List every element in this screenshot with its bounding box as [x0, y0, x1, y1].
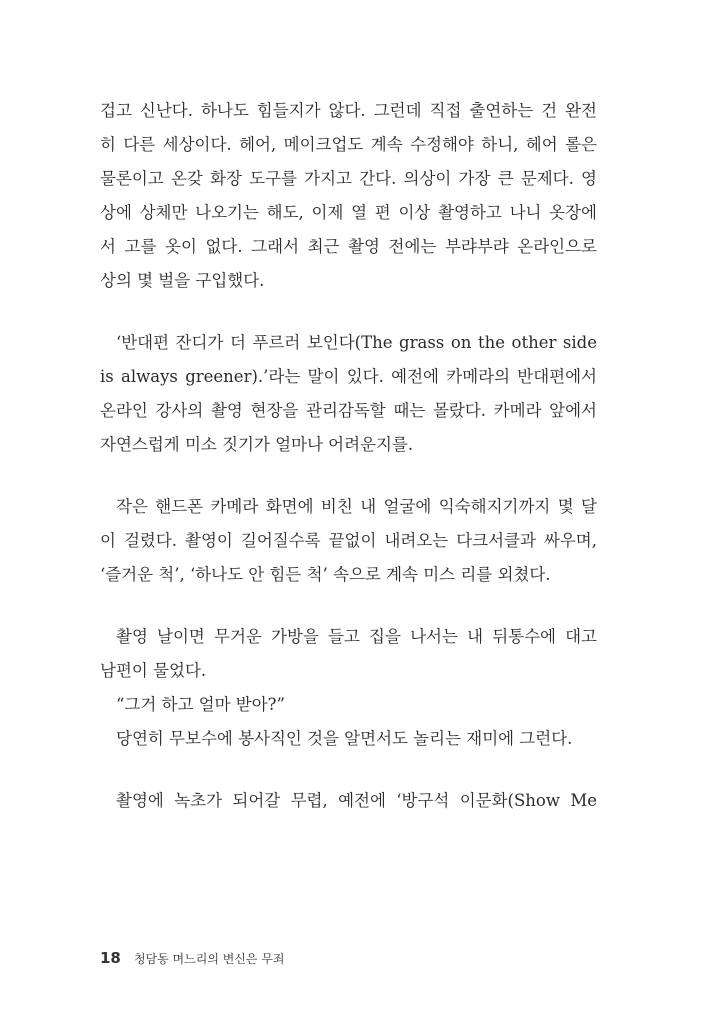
dialogue-line: “그거 하고 얼마 받아?”: [116, 695, 285, 714]
text-line: 촬영 날이면 무거운 가방을 들고 집을 나서는 내 뒤통수에 대고: [116, 627, 597, 646]
text-line: 히 다른 세상이다. 헤어, 메이크업도 계속 수정해야 하니, 헤어 롤은: [100, 135, 597, 154]
paragraph: [100, 94, 597, 298]
paragraph-gap: [100, 592, 597, 620]
paragraph: [100, 490, 597, 592]
paragraph-gap: [100, 298, 597, 326]
text-line: 작은 핸드폰 카메라 화면에 비친 내 얼굴에 익숙해지기까지 몇 달: [116, 497, 597, 516]
text-line: is always greener).’라는 말이 있다. 예전에 카메라의 반대편에서: [100, 367, 597, 386]
text-line: ‘반대편 잔디가 더 푸르러 보인다(The grass on the other side: [116, 333, 597, 352]
text-line: 당연히 무보수에 봉사직인 것을 알면서도 놀리는 재미에 그런다.: [116, 729, 573, 748]
text-line: 자연스럽게 미소 짓기가 얼마나 어려운지를.: [100, 435, 414, 454]
text-line: 서 고를 옷이 없다. 그래서 최근 촬영 전에는 부랴부랴 온라인으로: [100, 237, 597, 256]
text-line: 물론이고 온갖 화장 도구를 가지고 간다. 의상이 가장 큰 문제다. 영: [100, 169, 597, 188]
text-line: 이 걸렸다. 촬영이 길어질수록 끝없이 내려오는 다크서클과 싸우며,: [100, 531, 597, 550]
paragraph-gap: [100, 756, 597, 784]
paragraph: [100, 620, 597, 756]
page-footer: [100, 948, 285, 967]
text-line: 온라인 강사의 촬영 현장을 관리감독할 때는 몰랐다. 카메라 앞에서: [100, 401, 597, 420]
paragraph: [100, 784, 597, 818]
paragraph: [100, 326, 597, 462]
running-title: 청담동 며느리의 변신은 무죄: [133, 952, 285, 966]
text-line: 상에 상체만 나오기는 해도, 이제 열 편 이상 촬영하고 나니 옷장에: [100, 203, 597, 222]
text-line: 상의 몇 벌을 구입했다.: [100, 271, 265, 290]
page-number: 18: [100, 949, 121, 967]
text-line: 촬영에 녹초가 되어갈 무렵, 예전에 ‘방구석 이문화(Show Me: [116, 791, 597, 810]
text-line: 겁고 신난다. 하나도 힘들지가 않다. 그런데 직접 출연하는 건 완전: [100, 101, 597, 120]
text-line: ‘즐거운 척’, ‘하나도 안 힘든 척’ 속으로 계속 미스 리를 외쳤다.: [100, 565, 551, 584]
page-body: [100, 94, 597, 818]
paragraph-gap: [100, 462, 597, 490]
text-line: 남편이 물었다.: [100, 661, 207, 680]
